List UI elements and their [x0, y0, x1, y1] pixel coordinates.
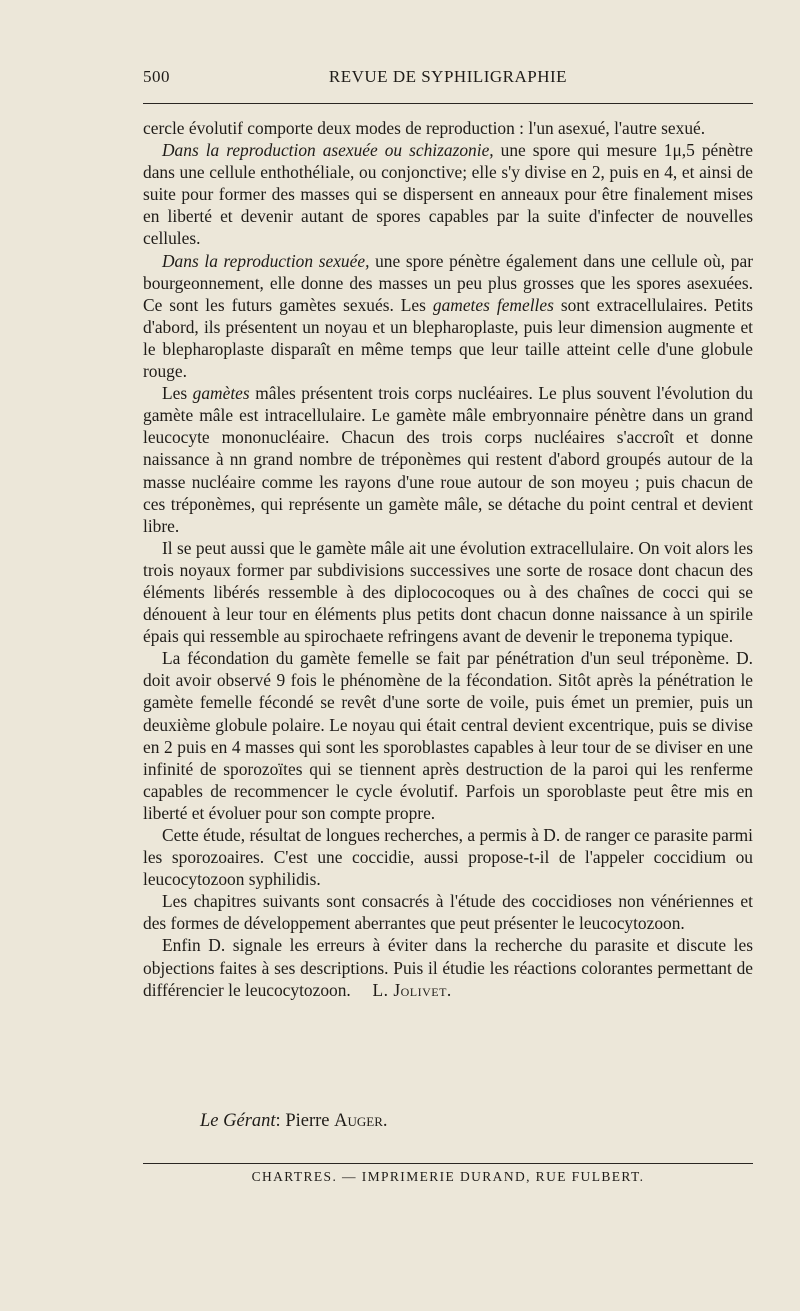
paragraph [143, 250, 753, 383]
text-segment: une spore pénètre également dans une cellule où, par bourgeonnement, elle donne des masses un peu plus grosses que les spores asexuées. Ce sont les futurs gamètes sexués. Les [143, 250, 753, 315]
text-segment: cercle évolutif comporte deux modes de reproduction : l'un asexué, l'autre sexué. [143, 118, 706, 138]
gerant-first-name: Pierre [285, 1111, 330, 1131]
paragraph [143, 117, 753, 139]
gerant-last-name: Auger. [334, 1111, 388, 1131]
text-segment: La fécondation du gamète femelle se fait par pénétration d'un seul tréponème. D. doit avoir observé 9 fois le phénomène de la fécondation. Sitôt après la pénétration le gamète femelle fécondé se revêt d'une sorte de voile, puis émet un premier, puis un deuxième globule polaire. Le noyau qui était central devient excentrique, puis se divise en 2 puis en 4 masses qui sont les sporoblastes capables à leur tour de se diviser en une infinité de sporozoïtes qui se tiennent après destruction de la paroi qui les renferme capables de recommencer le cycle évolutif. Parfois un sporoblaste peut être mis en liberté et évoluer pour son compte propre. [143, 648, 753, 823]
italic-text: gamètes [192, 383, 250, 404]
footer-rule [143, 1163, 753, 1164]
running-title: REVUE DE SYPHILIGRAPHIE [328, 67, 568, 86]
text-segment: Enfin D. signale les erreurs à éviter dans la recherche du parasite et discute les objections faites à ses descriptions. Puis il étudie les réactions colorantes permettant de différencier le leucocytozoon. [143, 935, 753, 1000]
italic-text: Dans la reproduction asexuée ou schizazonie, [162, 140, 494, 161]
text-segment: Les chapitres suivants sont consacrés à l'étude des coccidioses non vénériennes et des formes de développement aberrantes que peut présenter le leucocytozoon. [143, 891, 753, 934]
header-rule [143, 103, 753, 104]
text-segment: mâles présentent trois corps nucléaires. Le plus souvent l'évolution du gamète mâle est intracellulaire. Le gamète mâle embryonnaire pénètre dans un grand leucocyte mononucléaire. Chacun des trois corps nucléaires s'accroît et donne naissance à nn grand nombre de tréponèmes qui restent d'abord groupés autour de la masse nucléaire comme les rayons d'une roue autour de son moyeu ; puis chacun de ces tréponèmes, qui représente un gamète mâle, se détache du point central et devient libre. [143, 383, 753, 536]
article-body [143, 117, 753, 1001]
paragraph [143, 647, 753, 824]
text-segment: Cette étude, résultat de longues recherches, a permis à D. de ranger ce parasite parmi les sporozoaires. C'est une coccidie, aussi propose-t-il de l'appeler coccidium ou leucocytozoon syphilidis. [143, 825, 753, 890]
italic-text: gametes femelles [432, 294, 554, 315]
gerant-label: Le Gérant [200, 1111, 276, 1131]
page-header [143, 62, 753, 92]
paragraph [143, 382, 753, 537]
text-segment: Il se peut aussi que le gamète mâle ait une évolution extracellulaire. On voit alors les trois noyaux former par subdivisions successives une sorte de rosace dont chacun des éléments libérés ressemble à des diplococoques ou à des chaînes de cocci qui se dénouent à leur tour en éléments plus petits dont chacun donne naissance à un spirile épais qui ressemble au spirochaete refringens avant de devenir le treponema typique. [143, 537, 753, 647]
italic-text: Dans la reproduction sexuée, [162, 250, 370, 271]
paragraph [143, 890, 753, 934]
author-signature: L. Jolivet. [372, 979, 452, 1000]
paragraph [143, 824, 753, 890]
page-number: 500 [143, 67, 170, 86]
text-segment: sont extracellulaires. Petits d'abord, ils présentent un noyau et un blepharoplaste, puis leur dimension augmente et le blepharoplaste disparaît en même temps que leur taille atteint celle d'une globule rouge. [143, 294, 753, 382]
printer-imprint: CHARTRES. — IMPRIMERIE DURAND, RUE FULBERT. [251, 1169, 645, 1184]
text-segment: une spore qui mesure 1μ,5 pénètre dans une cellule enthothéliale, ou conjonctive; elle s'y divise en 2, puis en 4, et ainsi de suite pour former des masses qui se dispersent en anneaux pour être finalement mises en liberté et devenir autant de spores capables par la suite d'infecter de nouvelles cellules. [143, 140, 753, 249]
paragraph [143, 934, 753, 1000]
paragraph [143, 139, 753, 249]
text-segment: Les [162, 383, 193, 404]
gerant-separator: : [275, 1111, 286, 1131]
paragraph [143, 537, 753, 647]
gerant-line [200, 1111, 388, 1132]
